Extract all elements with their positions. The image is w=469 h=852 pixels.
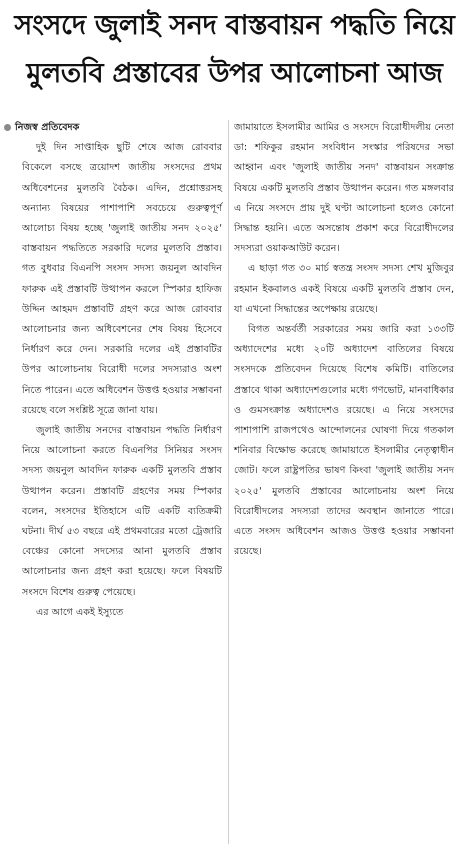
byline-text: নিজস্ব প্রতিবেদক <box>15 122 80 133</box>
byline <box>4 118 222 138</box>
paragraph: এর আগে একই ইস্যুতে <box>36 606 124 618</box>
paragraph: এ ছাড়া গত ৩০ মার্চ স্বতন্ত্র সংসদ সদস্য শেখ মুজিবুর রহমান ইকবালও একই বিষয়ে একটি মুলতবি প্রস্তাব দেন, যা এখনো সিদ্ধান্তের অপেক্ষায় রয়েছে। <box>234 263 454 315</box>
column-divider <box>228 120 229 844</box>
paragraph: জামায়াতে ইসলামীর আমির ও সংসদে বিরোধীদলীয় নেতা ডা: শফিকুর রহমান সংবিধান সংস্কার পরিষদের সভা আহ্বান এবং 'জুলাই জাতীয় সনদ' বাস্তবায়ন সংক্রান্ত বিষয়ে একটি মুলতবি প্রস্তাব উত্থাপন করেন। গত মঙ্গলবার এ নিয়ে সংসদে প্রায় দুই ঘণ্টা আলোচনা হলেও কোনো সিদ্ধান্ত হয়নি। এতে অসন্তোষ প্রকাশ করে বিরোধীদলের সদস্যরা ওয়াকআউট করেন। <box>234 122 454 255</box>
bullet-icon <box>4 124 11 131</box>
paragraph: জুলাই জাতীয় সনদের বাস্তবায়ন পদ্ধতি নির্ধারণ নিয়ে আলোচনা করতে বিএনপির সিনিয়র সংসদ সদস্য জয়নুল আবদিন ফারুক একটি মুলতবি প্রস্তাব উত্থাপন করেন। প্রস্তাবটি গ্রহণের সময় স্পিকার বলেন, সংসদের ইতিহাসে এটি একটি ব্যতিক্রমী ঘটনা। দীর্ঘ ৫৩ বছরে এই প্রথমবারের মতো ট্রেজারি বেঞ্চের কোনো সদস্যের আনা মুলতবি প্রস্তাব আলোচনার জন্য গ্রহণ করা হয়েছে। ফলে বিষয়টি সংসদে বিশেষ গুরুত্ব পেয়েছে। <box>22 425 222 598</box>
article-column-left <box>15 118 222 846</box>
paragraph: বিগত অন্তর্বর্তী সরকারের সময় জারি করা ১৩৩টি অধ্যাদেশের মধ্যে ২০টি অধ্যাদেশ বাতিলের বিষয়ে সংসদকে প্রতিবেদন দিয়েছে বিশেষ কমিটি। বাতিলের প্রস্তাবে থাকা অধ্যাদেশগুলোর মধ্যে গণভোট, মানবাধিকার ও গুমসংক্রান্ত অধ্যাদেশও রয়েছে। এ নিয়ে সংসদের পাশাপাশি রাজপথেও আন্দোলনের ঘোষণা দিয়ে গতকাল শনিবার বিক্ষোভ করেছে জামায়াতে ইসলামীর নেতৃত্বাধীন জোট। ফলে রাষ্ট্রপতির ভাষণ কিংবা 'জুলাই জাতীয় সনদ ২০২৫' মুলতবি প্রস্তাবের আলোচনায় অংশ নিয়ে বিরোধীদলের সদস্যরা তাদের অবস্থান জানাতে পারে। এতে সংসদ অধিবেশন আজও উত্তপ্ত হওয়ার সম্ভাবনা রয়েছে। <box>234 324 454 558</box>
headline: সংসদে জুলাই সনদ বাস্তবায়ন পদ্ধতি নিয়ে মুলতবি প্রস্তাবের উপর আলোচনা আজ <box>14 10 455 89</box>
article-column-right <box>234 118 454 846</box>
paragraph: দুই দিন সাপ্তাহিক ছুটি শেষে আজ রোববার বিকেলে বসছে ত্রয়োদশ জাতীয় সংসদের প্রথম অধিবেশনের মুলতবি বৈঠক। এদিন, প্রশ্নোত্তরসহ অন্যান্য বিষয়ের পাশাপাশি সবচেয়ে গুরুত্বপূর্ণ আলোচ্য বিষয় হচ্ছে 'জুলাই জাতীয় সনদ ২০২৫' বাস্তবায়ন পদ্ধতিতে সরকারি দলের মুলতবি প্রস্তাব। গত বুধবার বিএনপি সংসদ সদস্য জয়নুল আবদিন ফারুক এই প্রস্তাবটি উত্থাপন করলে স্পিকার হাফিজ উদ্দিন আহমদ প্রস্তাবটি গ্রহণ করে আজ রোববার আলোচনার জন্য অধিবেশনের শেষ বিষয় হিসেবে নির্ধারণ করে দেন। সরকারি দলের এই প্রস্তাবটির উপর আলোচনায় বিরোধী দলের সদস্যরাও অংশ নিতে পারেন। এতে অধিবেশন উত্তপ্ত হওয়ার সম্ভাবনা রয়েছে বলে সংশ্লিষ্ট সূত্রে জানা যায়। <box>22 142 222 416</box>
